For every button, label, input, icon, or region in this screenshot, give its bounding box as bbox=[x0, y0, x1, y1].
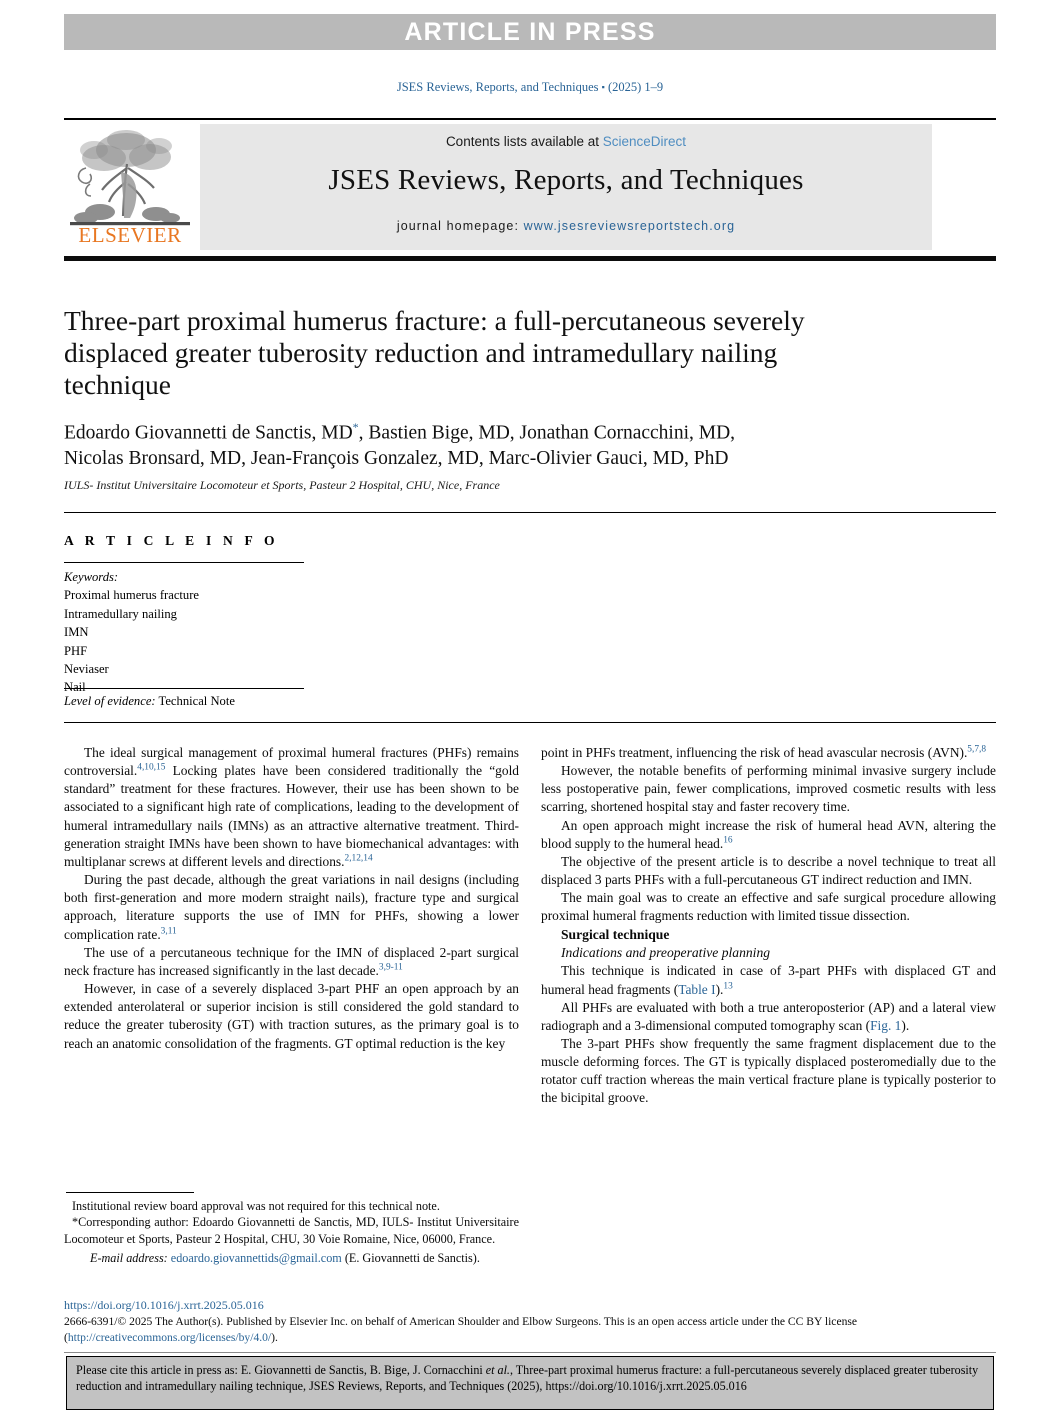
homepage-url-link[interactable]: www.jsesreviewsreportstech.org bbox=[523, 219, 736, 233]
paragraph-text: The ideal surgical management of proximal humeral fractures (PHFs) remains controversial. bbox=[64, 745, 519, 779]
body-paragraph bbox=[64, 980, 519, 1053]
footnote-rule bbox=[66, 1192, 194, 1193]
paragraph-text: All PHFs are evaluated with both a true anteroposterior (AP) and a lateral view radiograph and a 3-dimensional computed tomography scan ( bbox=[541, 999, 996, 1033]
corresponding-author-marker: * bbox=[352, 420, 359, 434]
keyword-item: Intramedullary nailing bbox=[64, 606, 177, 621]
body-paragraph bbox=[541, 817, 996, 853]
email-owner: (E. Giovannetti de Sanctis). bbox=[344, 1251, 480, 1266]
citation-reference[interactable]: 4,10,15 bbox=[137, 762, 166, 773]
citation-reference[interactable]: 3,9-11 bbox=[378, 962, 403, 973]
article-in-press-banner bbox=[64, 14, 996, 50]
footnote-irb: Institutional review board approval was not required for this technical note. bbox=[72, 1199, 440, 1213]
body-column-left bbox=[64, 744, 519, 1053]
citation-reference[interactable]: 2,12,14 bbox=[344, 853, 373, 864]
footnote-star-marker: * bbox=[72, 1215, 79, 1230]
email-link[interactable]: edoardo.giovannettids@gmail.com bbox=[170, 1251, 342, 1266]
paragraph-text: ). bbox=[715, 981, 724, 997]
doi-link[interactable]: https://doi.org/10.1016/j.xrrt.2025.05.016 bbox=[64, 1298, 264, 1312]
paragraph-text: However, the notable benefits of performing minimal invasive surgery include less postoperative pain, fewer complications, improved cosmetic results with less scarring, shortened hospital stay and faster recovery time. bbox=[541, 763, 996, 815]
copyright-text: 2666-6391/© 2025 The Author(s). Published by Elsevier Inc. on behalf of American Shoulder and Elbow Surgeons. This is an open access article under the CC BY license bbox=[64, 1315, 858, 1328]
journal-title: JSES Reviews, Reports, and Techniques bbox=[328, 164, 804, 196]
body-paragraph bbox=[541, 889, 996, 925]
paragraph-text: ). bbox=[901, 1017, 910, 1033]
copyright-notice bbox=[64, 1314, 996, 1347]
section-heading: Surgical technique bbox=[561, 926, 670, 942]
footer-rule bbox=[64, 1352, 996, 1353]
footnotes-block bbox=[64, 1198, 519, 1267]
article-info-top-rule bbox=[64, 512, 996, 513]
keyword-item: Neviaser bbox=[64, 661, 109, 676]
homepage-line bbox=[200, 219, 932, 233]
masthead-bottom-rule bbox=[64, 256, 996, 261]
license-paren-close: ). bbox=[271, 1331, 278, 1345]
body-paragraph bbox=[541, 962, 996, 998]
article-info-rule-3 bbox=[64, 722, 996, 723]
body-paragraph bbox=[64, 871, 519, 944]
cite-prefix: Please cite this article in press as: E. Giovannetti de Sanctis, B. Bige, J. Cornacchini bbox=[76, 1363, 486, 1377]
cite-suffix: , Three-part proximal humerus fracture: a full-percutaneous severely displaced greater tuberosity reduction and intramedullary nailing technique, JSES Reviews, Reports, and Techniques (2025), https://doi.org/10.1016/j.xrrt.2025.05.016 bbox=[76, 1363, 979, 1394]
citation-reference[interactable]: 16 bbox=[723, 835, 733, 846]
citation-reference[interactable]: 3,11 bbox=[160, 926, 177, 937]
body-paragraph bbox=[64, 744, 519, 871]
affiliation: IULS- Institut Universitaire Locomoteur et Sports, Pasteur 2 Hospital, CHU, Nice, France bbox=[64, 478, 500, 492]
article-info-rule-2 bbox=[64, 688, 304, 689]
body-paragraph bbox=[541, 744, 996, 762]
contents-prefix: Contents lists available at bbox=[445, 134, 603, 149]
paragraph-text: Locking plates have been considered traditionally the “gold standard” treatment for these fractures. However, their use has been shown to be associated to a significant high rate of complications, leading to the development of humeral intramedullary nails (IMNs) as an attractive alternative treatment. Third-generation straight IMNs have been shown to have biomechanical advantages: with multiplanar screws at different levels and directions. bbox=[64, 763, 519, 869]
license-link[interactable]: http://creativecommons.org/licenses/by/4.0/ bbox=[67, 1331, 272, 1345]
page-title: Three-part proximal humerus fracture: a full-percutaneous severely displaced greater tuberosity reduction and intramedullary nailing technique bbox=[64, 305, 805, 400]
author-list bbox=[64, 420, 944, 472]
footnote-corresponding-text: Corresponding author: Edoardo Giovannetti de Sanctis, MD, IULS- Institut Universitaire Locomoteur et Sports, Pasteur 2 Hospital, CHU, 30 Voie Romaine, Nice, 06000, France. bbox=[64, 1215, 519, 1246]
email-label: E-mail address: bbox=[90, 1251, 168, 1266]
citation-reference[interactable]: 13 bbox=[723, 981, 733, 992]
paragraph-text: During the past decade, although the great variations in nail designs (including both first-generation and more modern straight nails), fracture type and surgical approach, literature supports the use of IMN for PHFs, showing a lower complication rate. bbox=[64, 872, 519, 942]
article-info-heading: A R T I C L E I N F O bbox=[64, 533, 279, 548]
keyword-item: Proximal humerus fracture bbox=[64, 588, 199, 603]
paragraph-text: The objective of the present article is to describe a novel technique to treat all displaced 3 parts PHFs with a full-percutaneous GT indirect reduction and IMN. bbox=[541, 853, 996, 888]
cite-this-article-box bbox=[66, 1356, 994, 1410]
body-paragraph bbox=[541, 1035, 996, 1108]
masthead-panel bbox=[200, 124, 932, 250]
subsection-heading: Indications and preoperative planning bbox=[561, 944, 771, 960]
paragraph-text: The use of a percutaneous technique for the IMN of displaced 2-part surgical neck fracture has increased significantly in the last decade. bbox=[64, 944, 519, 978]
running-head-journal: JSES Reviews, Reports, and Techniques bbox=[396, 80, 599, 94]
body-column-right bbox=[541, 744, 996, 1108]
level-of-evidence-label: Level of evidence: bbox=[64, 694, 156, 708]
author-first: Edoardo Giovannetti de Sanctis, MD bbox=[64, 422, 353, 444]
authors-line2: Nicolas Bronsard, MD, Jean-François Gonzalez, MD, Marc-Olivier Gauci, MD, PhD bbox=[64, 448, 729, 470]
running-head-marker-icon: ▪ bbox=[601, 82, 605, 92]
level-of-evidence-value: Technical Note bbox=[158, 694, 235, 708]
paragraph-text: This technique is indicated in case of 3-part PHFs with displaced GT and humeral head fragments ( bbox=[541, 963, 996, 997]
body-paragraph bbox=[541, 762, 996, 816]
paragraph-text: point in PHFs treatment, influencing the risk of head avascular necrosis (AVN). bbox=[541, 745, 968, 760]
body-paragraph bbox=[541, 999, 996, 1035]
authors-rest-line1: , Bastien Bige, MD, Jonathan Cornacchini, MD, bbox=[358, 422, 736, 444]
keyword-item: Nail bbox=[64, 680, 86, 695]
keyword-item: IMN bbox=[64, 625, 89, 640]
cross-reference-link[interactable]: Fig. 1 bbox=[870, 1017, 902, 1033]
article-info-rule-1 bbox=[64, 562, 304, 563]
journal-masthead bbox=[64, 124, 996, 250]
homepage-label: journal homepage: bbox=[396, 219, 524, 233]
article-in-press-label: ARTICLE IN PRESS bbox=[404, 17, 656, 46]
contents-line bbox=[200, 124, 932, 149]
citation-reference[interactable]: 5,7,8 bbox=[967, 744, 987, 755]
running-head bbox=[0, 80, 1060, 95]
footnote-email-line bbox=[64, 1250, 519, 1266]
body-paragraph bbox=[64, 944, 519, 980]
masthead-top-rule bbox=[64, 118, 996, 120]
paragraph-text: The main goal was to create an effective and safe surgical procedure allowing proximal humeral fragments reduction with limited tissue dissection. bbox=[541, 890, 996, 924]
license-paren-open: ( bbox=[64, 1331, 68, 1345]
footnote-corresponding bbox=[64, 1214, 519, 1247]
cross-reference-link[interactable]: Table I bbox=[678, 981, 716, 997]
paragraph-text: The 3-part PHFs show frequently the same fragment displacement due to the muscle deforming forces. The GT is typically displaced posteromedially due to the rotator cuff traction whereas the main vertical fracture plane is typically posterior to the bicipital groove. bbox=[541, 1036, 996, 1106]
paragraph-text: However, in case of a severely displaced 3-part PHF an open approach by an extended anterolateral or superior incision is still considered the gold standard to reduce the greater tuberosity (GT) with traction sutures, as the primary goal is to reach an anatomic consolidation of the fragments. GT optimal reduction is the key bbox=[64, 981, 519, 1051]
paragraph-text: An open approach might increase the risk of humeral head AVN, altering the blood supply to the humeral head. bbox=[541, 817, 996, 851]
keyword-item: PHF bbox=[64, 643, 88, 658]
keywords-block bbox=[64, 568, 324, 697]
cite-etal: et al. bbox=[485, 1363, 510, 1377]
elsevier-logo bbox=[64, 124, 196, 250]
level-of-evidence bbox=[64, 694, 235, 709]
body-paragraph bbox=[541, 853, 996, 889]
elsevier-wordmark: ELSEVIER bbox=[78, 223, 182, 247]
running-head-volume: (2025) 1–9 bbox=[607, 80, 664, 94]
keywords-label: Keywords: bbox=[64, 570, 119, 584]
sciencedirect-link[interactable]: ScienceDirect bbox=[602, 134, 687, 149]
